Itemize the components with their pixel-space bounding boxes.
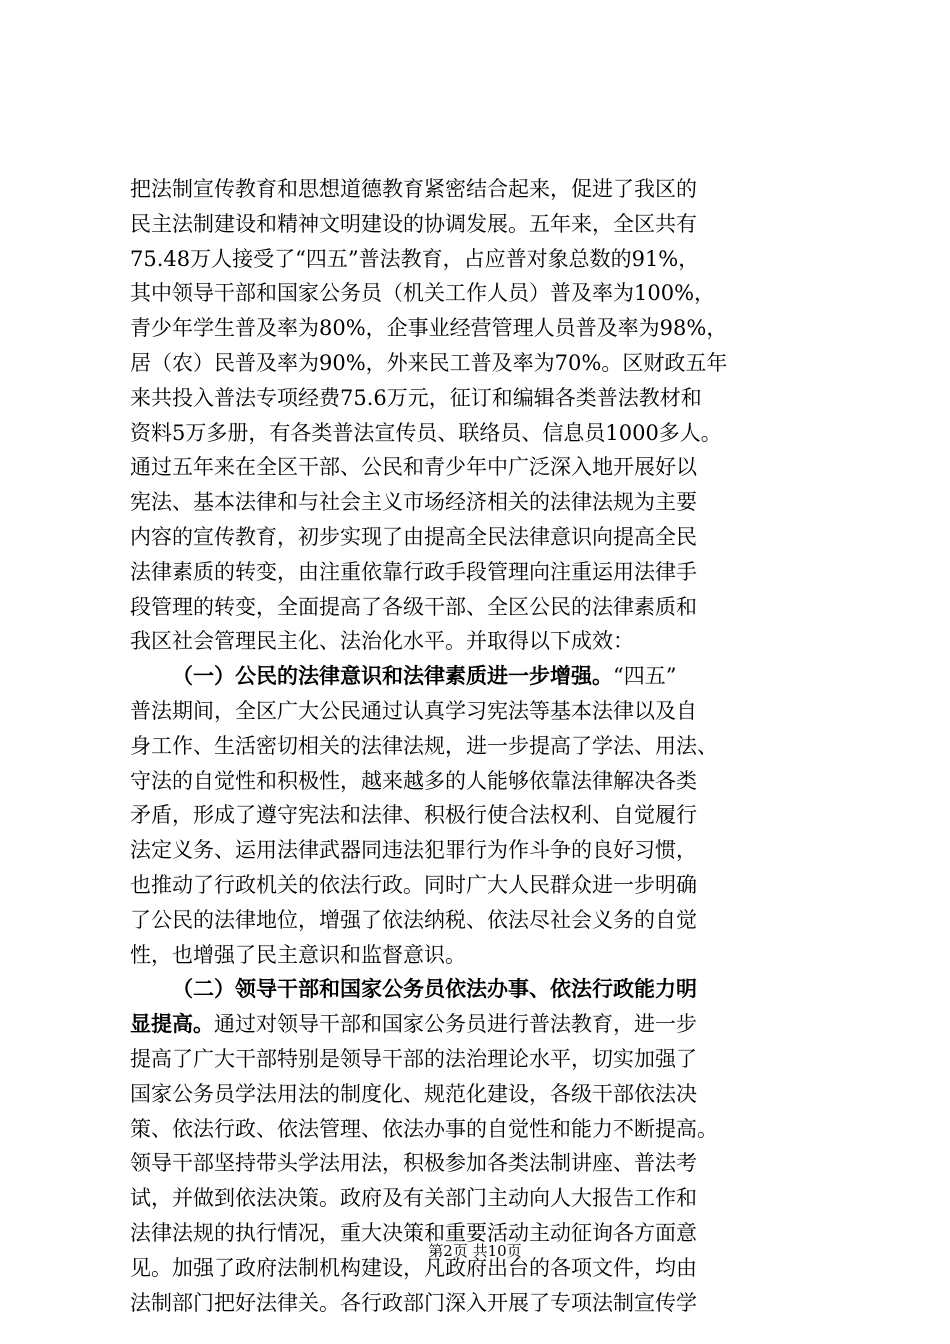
text-line: 75.48万人接受了“四五”普法教育，占应普对象总数的91%， [130, 246, 700, 271]
text-line: 资料5万多册，有各类普法宣传员、联络员、信息员1000多人。 [130, 420, 722, 445]
section-heading-2: （二）领导干部和国家公务员依法办事、依法行政能力明 [172, 977, 697, 1002]
text-line [130, 972, 830, 1007]
text-line: 民主法制建设和精神文明建设的协调发展。五年来，全区共有 [130, 211, 697, 236]
text-line: 法律法规的执行情况，重大决策和重要活动主动征询各方面意 [130, 1220, 697, 1245]
text-line: 了公民的法律地位，增强了依法纳税、依法尽社会义务的自觉 [130, 907, 697, 932]
section-heading-1: （一）公民的法律意识和法律素质进一步增强。 [172, 664, 613, 689]
text-line: 居（农）民普及率为90%，外来民工普及率为70%。区财政五年 [130, 350, 728, 375]
text-line [130, 1007, 830, 1042]
text-run: “四五” [613, 664, 677, 689]
text-line: 矛盾，形成了遵守宪法和法律、积极行使合法权利、自觉履行 [130, 803, 697, 828]
text-line: 宪法、基本法律和与社会主义市场经济相关的法律法规为主要 [130, 490, 697, 515]
text-line: 法律素质的转变，由注重依靠行政手段管理向注重运用法律手 [130, 559, 697, 584]
text-line: 普法期间，全区广大公民通过认真学习宪法等基本法律以及自 [130, 698, 697, 723]
text-line: 领导干部坚持带头学法用法，积极参加各类法制讲座、普法考 [130, 1151, 697, 1176]
text-line: 来共投入普法专项经费75.6万元，征订和编辑各类普法教材和 [130, 385, 702, 410]
text-line: 其中领导干部和国家公务员（机关工作人员）普及率为100%， [130, 281, 716, 306]
text-line: 段管理的转变，全面提高了各级干部、全区公民的法律素质和 [130, 594, 697, 619]
text-run: 通过对领导干部和国家公务员进行普法教育，进一步 [214, 1012, 697, 1037]
text-line: 把法制宣传教育和思想道德教育紧密结合起来，促进了我区的 [130, 177, 697, 201]
text-line: 通过五年来在全区干部、公民和青少年中广泛深入地开展好以 [130, 455, 697, 480]
text-line: 身工作、生活密切相关的法律法规，进一步提高了学法、用法、 [130, 733, 718, 758]
text-line: 提高了广大干部特别是领导干部的法治理论水平，切实加强了 [130, 1046, 697, 1071]
paragraph-3 [130, 972, 830, 1320]
text-line: 法定义务、运用法律武器同违法犯罪行为作斗争的良好习惯， [130, 838, 697, 863]
text-line: 性，也增强了民主意识和监督意识。 [130, 942, 466, 967]
text-line: 见。加强了政府法制机构建设，凡政府出台的各项文件，均由 [130, 1255, 697, 1280]
text-line: 守法的自觉性和积极性，越来越多的人能够依靠法律解决各类 [130, 768, 697, 793]
text-line: 国家公务员学法用法的制度化、规范化建设，各级干部依法决 [130, 1081, 697, 1106]
text-line: 我区社会管理民主化、法治化水平。并取得以下成效： [130, 629, 634, 654]
text-line [130, 659, 830, 694]
text-line: 青少年学生普及率为80%，企事业经营管理人员普及率为98%， [130, 316, 728, 341]
document-body [130, 172, 830, 1320]
text-line: 法制部门把好法律关。各行政部门深入开展了专项法制宣传学 [130, 1290, 697, 1315]
text-line: 策、依法行政、依法管理、依法办事的自觉性和能力不断提高。 [130, 1116, 718, 1141]
text-line: 也推动了行政机关的依法行政。同时广大人民群众进一步明确 [130, 872, 697, 897]
paragraph-1 [130, 172, 830, 659]
page-footer [0, 1240, 950, 1261]
text-line: 内容的宣传教育，初步实现了由提高全民法律意识向提高全民 [130, 524, 697, 549]
page-number: 第2页 共10页 [428, 1242, 522, 1260]
section-heading-2-cont: 显提高。 [130, 1012, 214, 1037]
text-line: 试，并做到依法决策。政府及有关部门主动向人大报告工作和 [130, 1186, 697, 1211]
paragraph-2 [130, 659, 830, 972]
